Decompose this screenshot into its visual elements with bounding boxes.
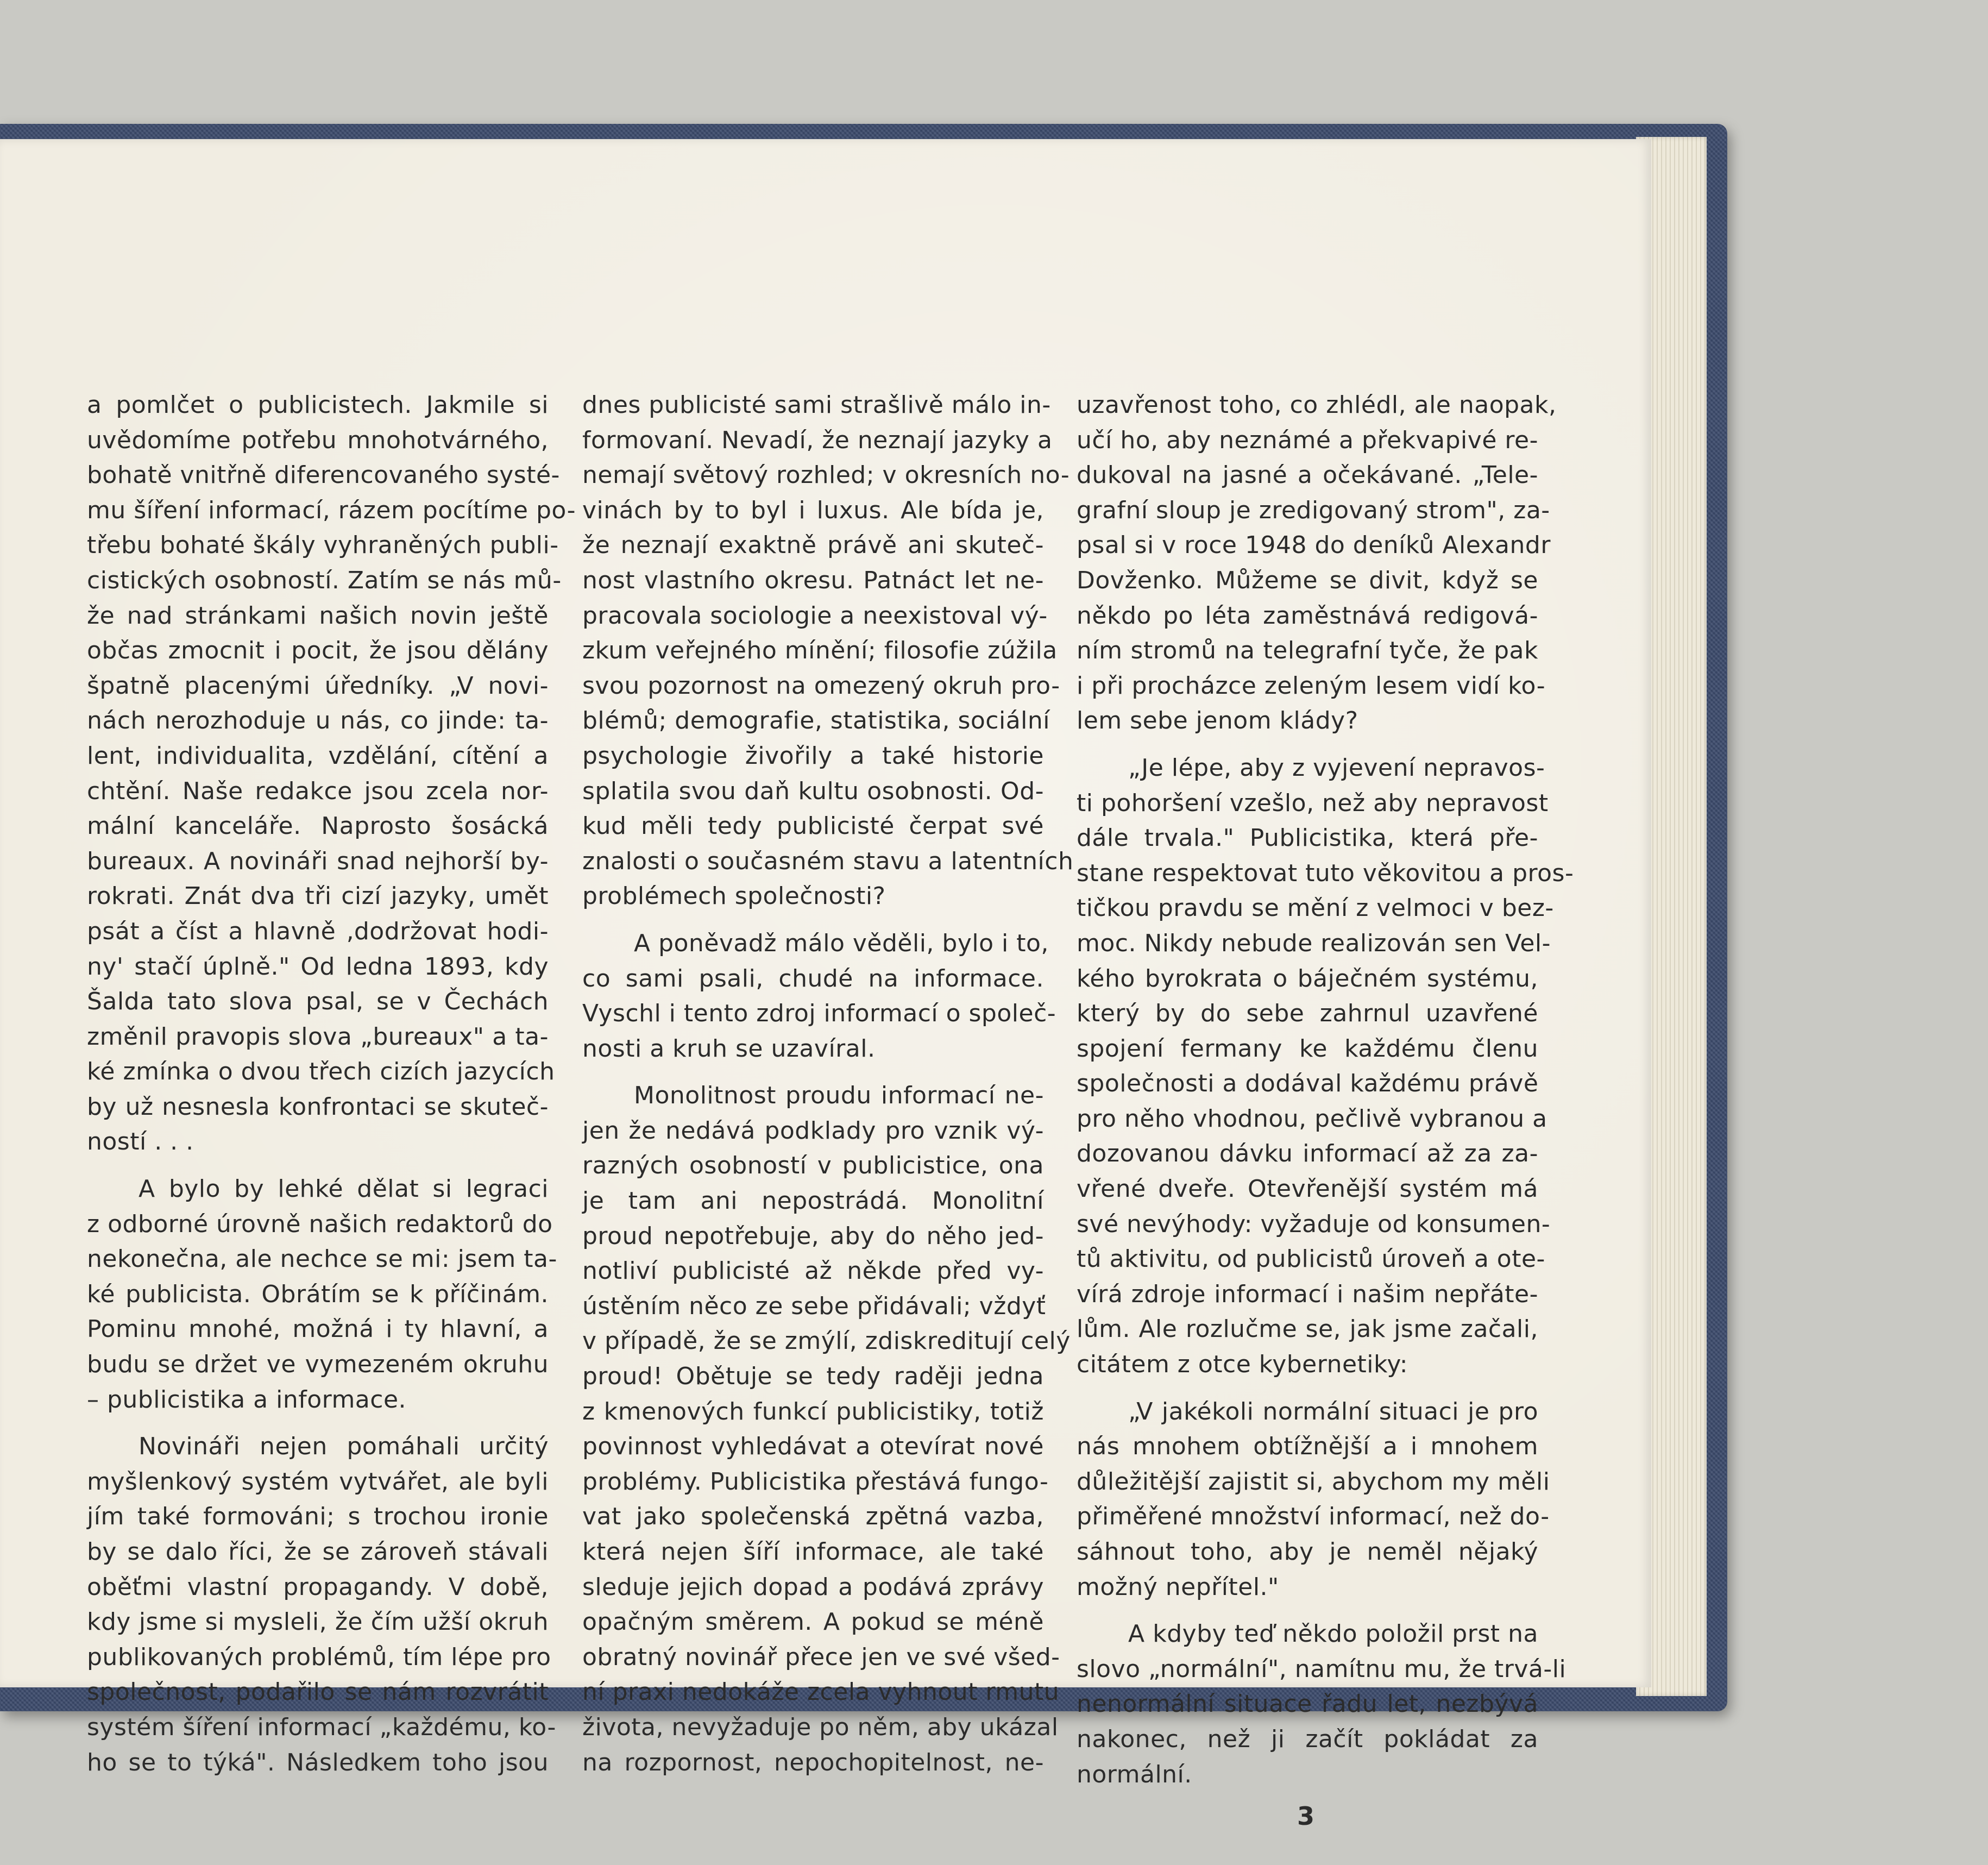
text-line: i při procházce zeleným lesem vidí ko- bbox=[1077, 671, 1546, 700]
text-line: znalosti o současném stavu a latentních bbox=[582, 847, 1074, 875]
text-line: lent, individualita, vzdělání, cítění a bbox=[87, 742, 549, 770]
text-line: bohatě vnitřně diferencovaného systé- bbox=[87, 461, 560, 489]
text-line: chtění. Naše redakce jsou zcela nor- bbox=[87, 777, 549, 805]
text-line: Dovženko. Můžeme se divit, když se bbox=[1077, 566, 1538, 594]
text-line: spojení fermany ke každému členu bbox=[1077, 1034, 1538, 1063]
text-line: třebu bohaté škály vyhraněných publi- bbox=[87, 531, 559, 560]
text-line: občas zmocnit i pocit, že jsou dělány bbox=[87, 637, 549, 665]
text-line: zkum veřejného mínění; filosofie zúžila bbox=[582, 637, 1058, 665]
text-line: v případě, že se zmýlí, zdiskreditují celý bbox=[582, 1327, 1071, 1355]
text-line: vat jako společenská zpětná vazba, bbox=[582, 1503, 1044, 1531]
text-line: ústěním něco ze sebe přidávali; vždyť bbox=[582, 1292, 1046, 1320]
text-line: mu šíření informací, rázem pocítíme po- bbox=[87, 496, 576, 524]
text-line: společnost, podařilo se nám rozvrátit bbox=[87, 1678, 549, 1706]
text-line: myšlenkový systém vytvářet, ale byli bbox=[87, 1467, 549, 1496]
text-line: Novináři nejen pomáhali určitý bbox=[139, 1433, 549, 1461]
text-line: Vyschl i tento zdroj informací o společ- bbox=[582, 1000, 1056, 1028]
text-line: svou pozornost na omezený okruh pro- bbox=[582, 671, 1060, 700]
text-line: ní praxi nedokáže zcela vyhnout rmutu bbox=[582, 1678, 1060, 1706]
text-line: kdy jsme si mysleli, že čím užší okruh bbox=[87, 1608, 549, 1636]
text-line: – publicistika a informace. bbox=[87, 1385, 407, 1414]
text-column-3 bbox=[1077, 388, 1574, 1792]
text-line: přiměřené množství informací, než do- bbox=[1077, 1503, 1550, 1531]
text-line: problémy. Publicistika přestává fungo- bbox=[582, 1467, 1049, 1496]
text-line: nakonec, než ji začít pokládat za bbox=[1077, 1725, 1538, 1753]
text-column-1 bbox=[87, 388, 576, 1780]
text-line: jen že nedává podklady pro vznik vý- bbox=[582, 1116, 1044, 1145]
text-line: uzavřenost toho, co zhlédl, ale naopak, bbox=[1077, 391, 1557, 419]
text-line: ti pohoršení vzešlo, než aby nepravost bbox=[1077, 789, 1549, 817]
text-line: citátem z otce kybernetiky: bbox=[1077, 1351, 1408, 1379]
text-line: lem sebe jenom klády? bbox=[1077, 707, 1358, 735]
text-line: grafní sloup je zredigovaný strom", za- bbox=[1077, 496, 1550, 524]
text-line: publikovaných problémů, tím lépe pro bbox=[87, 1643, 551, 1671]
text-line: A poněvadž málo věděli, bylo i to, bbox=[634, 929, 1049, 957]
text-line: systém šíření informací „každému, ko- bbox=[87, 1713, 556, 1741]
text-line: by už nesnesla konfrontaci se skuteč- bbox=[87, 1092, 549, 1121]
text-line: „V jakékoli normální situaci je pro bbox=[1128, 1397, 1538, 1426]
text-line: vírá zdroje informací i našim nepřáte- bbox=[1077, 1280, 1538, 1308]
text-line: ho se to týká". Následkem toho jsou bbox=[87, 1748, 549, 1776]
text-line: dále trvala." Publicistika, která pře- bbox=[1077, 824, 1538, 852]
text-line: cistických osobností. Zatím se nás mů- bbox=[87, 566, 562, 594]
text-column-2 bbox=[582, 388, 1074, 1780]
text-line: z odborné úrovně našich redaktorů do bbox=[87, 1210, 553, 1238]
text-line: nás mnohem obtížnější a i mnohem bbox=[1077, 1433, 1538, 1461]
book-page bbox=[0, 139, 1651, 1831]
text-line: uvědomíme potřebu mnohotvárného, bbox=[87, 426, 549, 454]
text-line: důležitější zajistit si, abychom my měli bbox=[1077, 1467, 1550, 1496]
text-line: nenormální situace řadu let, nezbývá bbox=[1077, 1690, 1538, 1718]
text-line: na rozpornost, nepochopitelnost, ne- bbox=[582, 1748, 1044, 1776]
text-line: Monolitnost proudu informací ne- bbox=[634, 1082, 1044, 1110]
text-line: špatně placenými úředníky. „V novi- bbox=[87, 671, 549, 700]
text-line: nách nerozhoduje u nás, co jinde: ta- bbox=[87, 707, 549, 735]
text-line: problémech společnosti? bbox=[582, 882, 886, 910]
text-line: tů aktivitu, od publicistů úroveň a ote- bbox=[1077, 1245, 1545, 1273]
text-line: proud nepotřebuje, aby do něho jed- bbox=[582, 1222, 1044, 1250]
text-line: učí ho, aby neznámé a překvapivé re- bbox=[1077, 426, 1538, 454]
text-line: že nad stránkami našich novin ještě bbox=[87, 601, 549, 630]
text-line: slovo „normální", namítnu mu, že trvá-li bbox=[1077, 1655, 1567, 1683]
text-line: co sami psali, chudé na informace. bbox=[582, 964, 1044, 993]
text-line: nosti a kruh se uzavíral. bbox=[582, 1034, 876, 1063]
text-line: ností . . . bbox=[87, 1128, 194, 1156]
text-line: své nevýhody: vyžaduje od konsumen- bbox=[1077, 1210, 1551, 1238]
text-line: mální kanceláře. Naprosto šosácká bbox=[87, 812, 549, 840]
text-line: který by do sebe zahrnul uzavřené bbox=[1077, 1000, 1538, 1028]
text-line: nost vlastního okresu. Patnáct let ne- bbox=[582, 566, 1044, 594]
text-line: společnosti a dodával každému právě bbox=[1077, 1070, 1539, 1098]
text-line: opačným směrem. A pokud se méně bbox=[582, 1608, 1044, 1636]
text-line: formovaní. Nevadí, že neznají jazyky a bbox=[582, 426, 1053, 454]
page-number: 3 bbox=[1297, 1801, 1315, 1831]
text-line: nemají světový rozhled; v okresních no- bbox=[582, 461, 1070, 489]
text-line: splatila svou daň kultu osobnosti. Od- bbox=[582, 777, 1044, 805]
text-line: kud měli tedy publicisté čerpat své bbox=[582, 812, 1044, 840]
text-line: z kmenových funkcí publicistiky, totiž bbox=[582, 1397, 1044, 1426]
text-line: „Je lépe, aby z vyjevení nepravos- bbox=[1128, 753, 1545, 782]
text-line: psát a číst a hlavně ‚dodržovat hodi- bbox=[87, 917, 549, 945]
text-line: ké publicista. Obrátím se k příčinám. bbox=[87, 1280, 549, 1308]
text-line: ny' stačí úplně." Od ledna 1893, kdy bbox=[87, 952, 549, 981]
text-line: života, nevyžaduje po něm, aby ukázal bbox=[582, 1713, 1059, 1741]
text-line: Šalda tato slova psal, se v Čechách bbox=[87, 988, 549, 1016]
text-line: budu se držet ve vymezeném okruhu bbox=[87, 1351, 549, 1379]
text-line: razných osobností v publicistice, ona bbox=[582, 1152, 1044, 1180]
text-line: ním stromů na telegrafní tyče, že pak bbox=[1077, 637, 1538, 665]
text-line: někdo po léta zaměstnává redigová- bbox=[1077, 601, 1538, 630]
text-line: lům. Ale rozlučme se, jak jsme začali, bbox=[1077, 1315, 1538, 1343]
text-line: pracovala sociologie a neexistoval vý- bbox=[582, 601, 1048, 630]
text-line: psal si v roce 1948 do deníků Alexandr bbox=[1077, 531, 1551, 560]
text-line: vřené dveře. Otevřenější systém má bbox=[1077, 1175, 1538, 1203]
text-line: změnil pravopis slova „bureaux" a ta- bbox=[87, 1022, 549, 1051]
text-line: sleduje jejich dopad a podává zprávy bbox=[582, 1573, 1044, 1601]
text-line: normální. bbox=[1077, 1760, 1192, 1788]
text-line: A bylo by lehké dělat si legraci bbox=[139, 1175, 549, 1203]
text-line: tičkou pravdu se mění z velmoci v bez- bbox=[1077, 894, 1554, 922]
text-line: pro něho vhodnou, pečlivě vybranou a bbox=[1077, 1104, 1547, 1133]
text-line: kého byrokrata o báječném systému, bbox=[1077, 964, 1538, 993]
text-line: Pominu mnohé, možná i ty hlavní, a bbox=[87, 1315, 549, 1343]
text-line: obratný novinář přece jen ve své všed- bbox=[582, 1643, 1060, 1671]
text-line: sáhnout toho, aby je neměl nějaký bbox=[1077, 1538, 1538, 1566]
text-line: vinách by to byl i luxus. Ale bída je, bbox=[582, 496, 1044, 524]
text-line: blémů; demografie, statistika, sociální bbox=[582, 707, 1050, 735]
text-line: povinnost vyhledávat a otevírat nové bbox=[582, 1433, 1044, 1461]
text-line: by se dalo říci, že se zároveň stávali bbox=[87, 1538, 549, 1566]
text-line: stane respektovat tuto věkovitou a pros- bbox=[1077, 859, 1574, 887]
text-line: bureaux. A novináři snad nejhorší by- bbox=[87, 847, 549, 875]
text-line: moc. Nikdy nebude realizován sen Vel- bbox=[1077, 929, 1551, 957]
text-line: notliví publicisté až někde před vy- bbox=[582, 1257, 1044, 1285]
text-line: psychologie živořily a také historie bbox=[582, 742, 1044, 770]
text-line: rokrati. Znát dva tři cizí jazyky, umět bbox=[87, 882, 549, 910]
text-line: dukoval na jasné a očekávané. „Tele- bbox=[1077, 461, 1538, 489]
text-line: a pomlčet o publicistech. Jakmile si bbox=[87, 391, 549, 419]
text-line: A kdyby teď někdo položil prst na bbox=[1128, 1620, 1538, 1648]
text-line: která nejen šíří informace, ale také bbox=[582, 1538, 1044, 1566]
text-line: ké zmínka o dvou třech cizích jazycích bbox=[87, 1058, 555, 1086]
text-line: dnes publicisté sami strašlivě málo in- bbox=[582, 391, 1051, 419]
text-line: proud! Obětuje se tedy raději jedna bbox=[582, 1362, 1044, 1391]
text-line: je tam ani nepostrádá. Monolitní bbox=[582, 1187, 1044, 1215]
text-line: možný nepřítel." bbox=[1077, 1573, 1279, 1601]
text-line: že neznají exaktně právě ani skuteč- bbox=[582, 531, 1044, 560]
text-line: jím také formováni; s trochou ironie bbox=[87, 1503, 549, 1531]
text-line: nekonečna, ale nechce se mi: jsem ta- bbox=[87, 1245, 557, 1273]
text-line: dozovanou dávku informací až za za- bbox=[1077, 1140, 1538, 1168]
text-line: oběťmi vlastní propagandy. V době, bbox=[87, 1573, 549, 1601]
